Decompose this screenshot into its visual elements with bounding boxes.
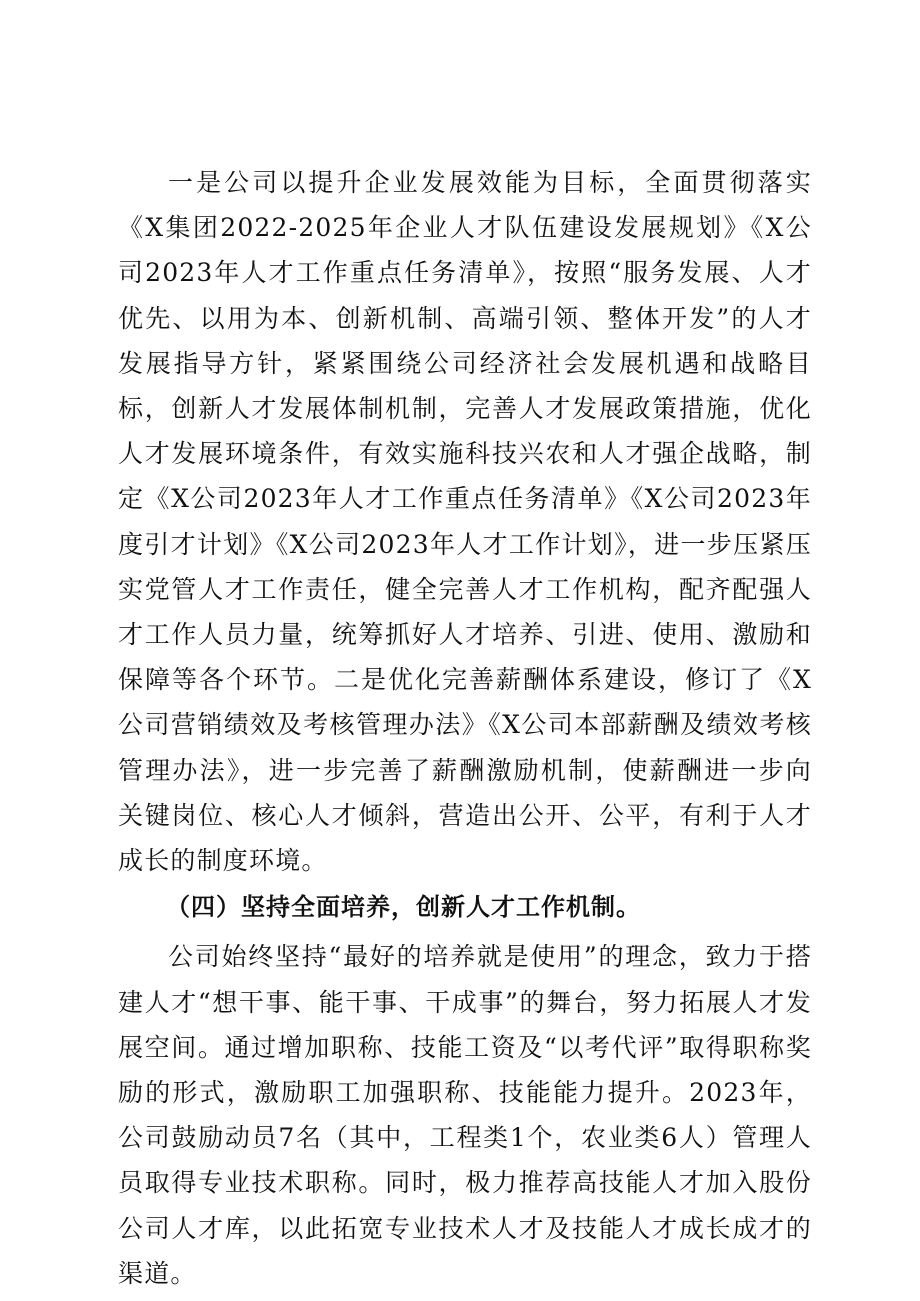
paragraph-talent-planning: 一是公司以提升企业发展效能为目标，全面贯彻落实《X集团2022-2025年企业人才队伍建设发展规划》《X公司2023年人才工作重点任务清单》，按照“服务发展、人才优先、以用为本、创新机制、高端引领、整体开发”的人才发展指导方针，紧紧围绕公司经济社会发展机遇和战略目标，创新人才发展体制机制，完善人才发展政策措施，优化人才发展环境条件，有效实施科技兴农和人才强企战略，制定《X公司2023年人才工作重点任务清单》《X公司2023年度引才计划》《X公司2023年人才工作计划》，进一步压紧压实党管人才工作责任，健全完善人才工作机构，配齐配强人才工作人员力量，统筹抓好人才培养、引进、使用、激励和保障等各个环节。二是优化完善薪酬体系建设，修订了《X公司营销绩效及考核管理办法》《X公司本部薪酬及绩效考核管理办法》，进一步完善了薪酬激励机制，使薪酬进一步向关键岗位、核心人才倾斜，营造出公开、公平，有利于人才成长的制度环境。 [118, 168, 812, 876]
document-body [118, 160, 812, 1296]
section-heading-four: （四）坚持全面培养，创新人才工作机制。 [166, 893, 641, 922]
paragraph-talent-training: 公司始终坚持“最好的培养就是使用”的理念，致力于搭建人才“想干事、能干事、干成事”的舞台，努力拓展人才发展空间。通过增加职称、技能工资及“以考代评”取得职称奖励的形式，激励职工加强职称、技能能力提升。2023年，公司鼓励动员7名（其中，工程类1个，农业类6人）管理人员取得专业技术职称。同时，极力推荐高技能人才加入股份公司人才库，以此拓宽专业技术人才及技能人才成长成才的渠道。 [118, 942, 812, 1288]
